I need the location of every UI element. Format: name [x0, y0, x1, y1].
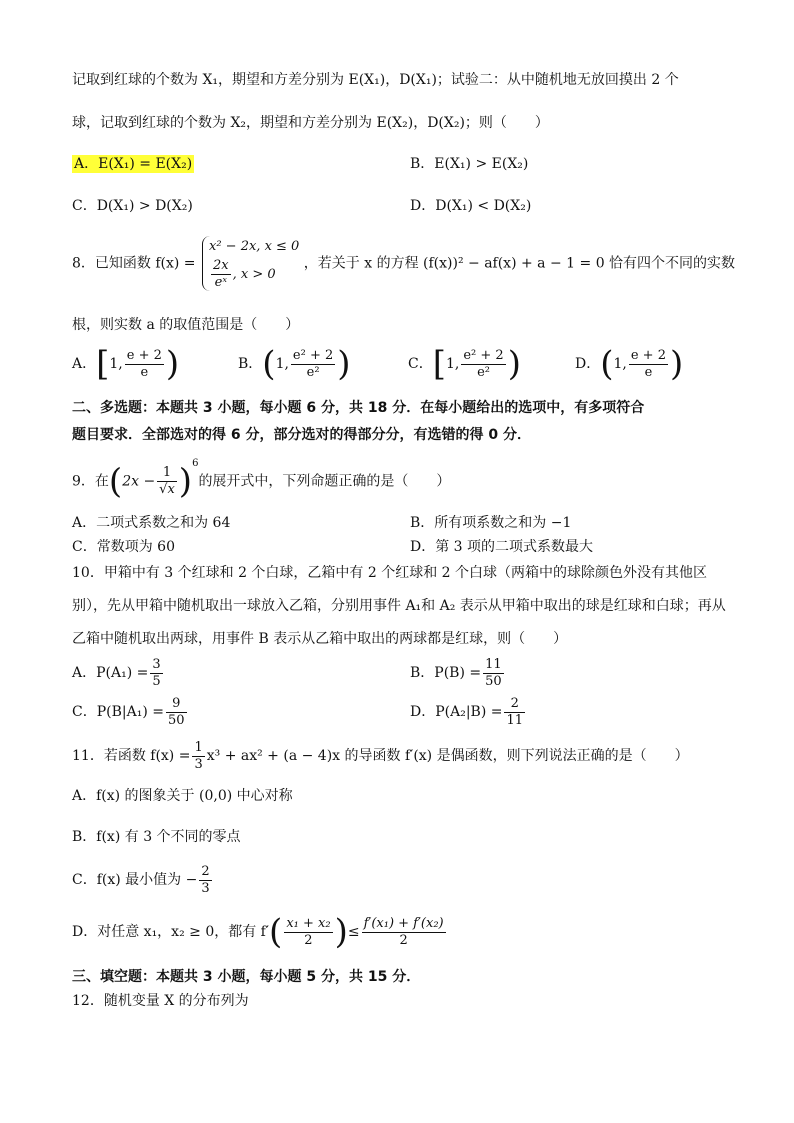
q10-option-a-num: 3 [152, 656, 161, 672]
q8-option-a-left-bracket: [ [96, 344, 110, 384]
q10-option-d-num: 2 [504, 696, 525, 713]
q7-option-a [72, 154, 194, 174]
q11-option-d-num2: f′(x₁) + f′(x₂) [363, 915, 444, 931]
q8-case2-frac [211, 258, 231, 291]
q8-case2-cond: , x > 0 [232, 267, 276, 282]
q8-option-d-lower: 1, [613, 356, 627, 372]
q9-option-a: A．二项式系数之和为 64 [72, 515, 231, 531]
q10-option-b-frac [483, 657, 504, 690]
q10-option-c-frac [166, 696, 187, 729]
q11-option-d-le: ≤ [347, 924, 360, 940]
q7-option-d: D．D(X₁) < D(X₂) [410, 198, 532, 214]
q8-option-d-num: e + 2 [630, 347, 666, 363]
q9-expr: 2x − [122, 473, 156, 490]
q8-stem-line2: 根，则实数 a 的取值范围是（ ） [72, 317, 300, 333]
q10-option-c-label: C．P(B|A₁) = [72, 704, 164, 720]
q8-option-b-left-bracket: ( [262, 344, 276, 384]
q7-stem-line1: 记取到红球的个数为 X₁，期望和方差分别为 E(X₁)，D(X₁)；试验二：从中随机地无放回摸出 2 个 [72, 72, 679, 88]
q8-option-a-den: e [140, 364, 149, 380]
q11-suffix: x³ + ax² + (a − 4)x 的导函数 f′(x) 是偶函数，则下列说法正确的是（ ） [206, 748, 689, 764]
q11-option-c-frac [199, 864, 211, 897]
q10-option-b-num: 11 [485, 656, 502, 672]
q8-piecewise [202, 236, 299, 291]
q11-frac-den: 3 [194, 756, 203, 772]
q8-option-c-lower: 1, [445, 356, 460, 372]
q10-option-b-label: B．P(B) = [410, 665, 482, 681]
q8-option-a-lower: 1, [109, 356, 123, 372]
q8-option-d-frac [629, 348, 668, 381]
q8-option-a-num: e + 2 [126, 347, 162, 363]
q8-option-d-label: D． [575, 356, 601, 372]
q8-stem-line1 [72, 236, 735, 291]
q8-option-b-lower: 1, [275, 356, 289, 372]
q11-frac-num: 1 [194, 739, 203, 755]
q9-option-d: D．第 3 项的二项式系数最大 [410, 539, 594, 555]
q12-stem: 12．随机变量 X 的分布列为 [72, 993, 249, 1009]
q8-suffix: ，若关于 x 的方程 (f(x))² − af(x) + a − 1 = 0 恰有四个不同的实数 [303, 255, 736, 272]
q8-option-a-label: A． [72, 356, 97, 372]
q10-option-a-label: A．P(A₁) = [72, 665, 149, 681]
q10-option-c-den: 50 [167, 712, 185, 728]
q11-option-d-den1: 2 [304, 932, 313, 948]
q10-option-d-label: D．P(A₂|B) = [410, 704, 503, 720]
q9-right-paren: ) [178, 461, 193, 502]
q11-option-d-left-paren: ( [269, 912, 283, 952]
q8-option-b-label: B． [238, 356, 263, 372]
q10-option-b [410, 655, 506, 691]
q10-option-d-den: 11 [506, 712, 524, 728]
q11-stem [72, 738, 689, 774]
q10-option-a-den: 5 [152, 673, 161, 689]
q10-option-c-num: 9 [166, 696, 187, 713]
q11-option-c-num: 2 [201, 863, 210, 879]
q11-option-d-num1: x₁ + x₂ [286, 915, 331, 931]
q8-option-b-den: e² [306, 364, 320, 380]
q10-stem-line1: 10．甲箱中有 3 个红球和 2 个白球，乙箱中有 2 个红球和 2 个白球（两箱中的球除颜色外没有其他区 [72, 565, 708, 581]
q8-option-c-den: e² [477, 364, 490, 380]
q9-left-paren: ( [108, 461, 123, 502]
q11-option-c [72, 862, 214, 898]
q8-option-c-frac [461, 348, 505, 381]
q10-stem-line2: 别），先从甲箱中随机取出一球放入乙箱，分别用事件 A₁和 A₂ 表示从甲箱中取出的球是红球和白球；再从 [72, 598, 726, 614]
q8-option-b-num: e² + 2 [292, 347, 334, 363]
q11-option-d-frac1 [284, 916, 332, 949]
q10-option-d [410, 694, 527, 730]
q11-option-d-den2: 2 [399, 932, 408, 948]
q7-option-b: B．E(X₁) > E(X₂) [410, 156, 529, 172]
q7-stem-line2: 球，记取到红球的个数为 X₂，期望和方差分别为 E(X₂)，D(X₂)；则（ ） [72, 115, 549, 131]
q9-frac [157, 465, 177, 498]
q8-option-b-right-bracket: ) [337, 344, 351, 384]
q8-case2-den: eˣ [214, 275, 227, 290]
q10-option-a-frac [150, 657, 162, 690]
q9-stem [72, 454, 450, 506]
q10-option-d-frac [504, 696, 525, 729]
q9-option-c: C．常数项为 60 [72, 539, 175, 555]
q8-option-c-right-bracket: ) [507, 344, 521, 384]
q9-frac-num: 1 [157, 465, 177, 482]
q9-option-b: B．所有项系数之和为 −1 [410, 515, 572, 531]
q11-option-c-label: C．f(x) 最小值为 − [72, 872, 198, 888]
q8-option-b-frac [291, 348, 335, 381]
q7-option-c: C．D(X₁) > D(X₂) [72, 198, 193, 214]
q8-case1: x² − 2x, x ≤ 0 [209, 239, 300, 254]
q11-prefix: 11．若函数 f(x) = [72, 748, 191, 764]
q11-frac [192, 740, 204, 773]
q11-option-d-right-paren: ) [334, 912, 348, 952]
q11-option-d-frac2 [362, 916, 446, 949]
q8-option-c-label: C． [408, 356, 433, 372]
q9-frac-den: √x [159, 482, 175, 498]
q10-option-c [72, 694, 189, 730]
q8-option-a [72, 344, 179, 384]
q10-option-a [72, 655, 165, 691]
q10-stem-line3: 乙箱中随机取出两球，用事件 B 表示从乙箱中取出的两球都是红球，则（ ） [72, 631, 568, 647]
q11-option-d-prefix: D．对任意 x₁，x₂ ≥ 0，都有 f′ [72, 924, 270, 940]
q7-option-a-highlight: A．E(X₁) = E(X₂) [74, 156, 193, 172]
q11-option-d [72, 912, 448, 952]
q11-option-c-den: 3 [201, 880, 210, 896]
q8-option-d [575, 344, 683, 384]
section-2-heading-line1: 二、多选题：本题共 3 小题，每小题 6 分，共 18 分．在每小题给出的选项中，有多项符合 [72, 400, 645, 416]
q8-option-d-den: e [644, 364, 653, 380]
q8-option-a-frac [125, 348, 164, 381]
section-3-heading: 三、填空题：本题共 3 小题，每小题 5 分，共 15 分． [72, 969, 421, 985]
section-2-heading-line2: 题目要求．全部选对的得 6 分，部分选对的得部分分，有选错的得 0 分． [72, 427, 531, 443]
q10-option-b-den: 50 [485, 673, 502, 689]
q9-prefix: 9．在 [72, 473, 109, 490]
q8-option-d-right-bracket: ) [669, 344, 684, 384]
q8-option-c [408, 344, 521, 384]
q8-prefix: 8．已知函数 f(x) = [72, 255, 196, 272]
q8-option-a-right-bracket: ) [165, 344, 180, 384]
q11-option-a: A．f(x) 的图象关于 (0,0) 中心对称 [72, 788, 293, 804]
q8-option-d-left-bracket: ( [600, 344, 614, 384]
q8-case2 [209, 258, 299, 291]
q8-case2-num: 2x [213, 258, 229, 273]
q11-option-b: B．f(x) 有 3 个不同的零点 [72, 829, 241, 845]
q8-option-c-num: e² + 2 [463, 347, 504, 363]
q9-power: 6 [192, 458, 199, 469]
q8-option-c-left-bracket: [ [432, 344, 446, 384]
q9-suffix: 的展开式中，下列命题正确的是（ ） [198, 473, 451, 490]
q8-option-b [238, 344, 351, 384]
